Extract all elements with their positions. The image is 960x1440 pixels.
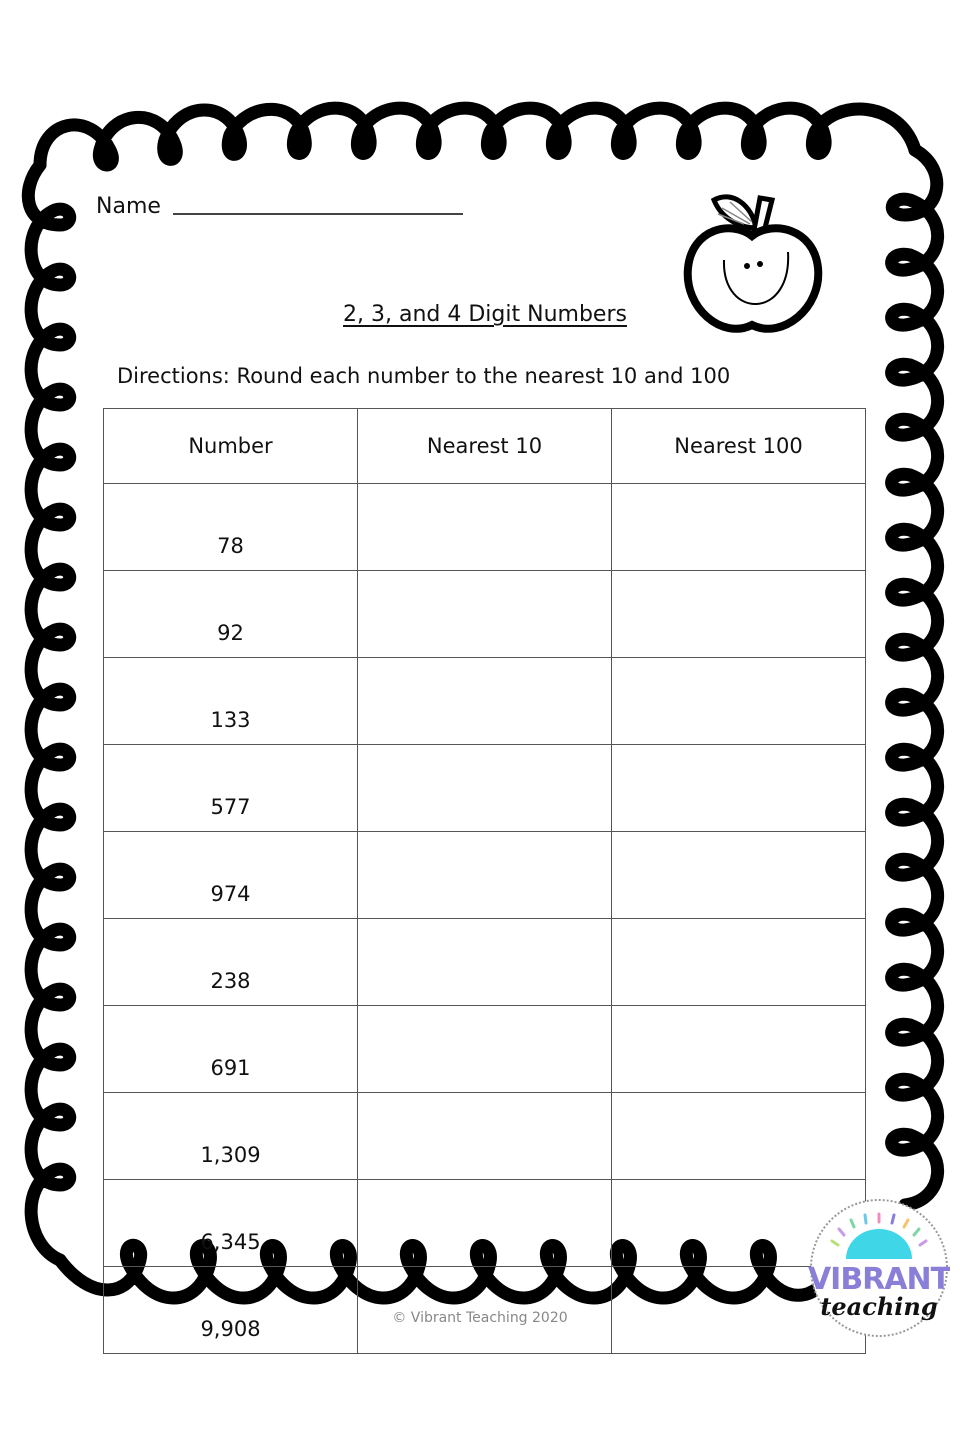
logo-teaching-text: teaching	[820, 1292, 938, 1321]
table-header-row	[104, 409, 866, 484]
directions-text: Directions: Round each number to the nearest 10 and 100	[117, 364, 731, 388]
number-cell: 78	[104, 484, 358, 571]
name-field-row	[96, 194, 463, 219]
table-row	[104, 1006, 866, 1093]
table-row	[104, 484, 866, 571]
nearest-100-answer[interactable]	[612, 658, 866, 745]
number-cell: 577	[104, 745, 358, 832]
nearest-10-answer[interactable]	[358, 658, 612, 745]
number-cell: 133	[104, 658, 358, 745]
number-cell: 1,309	[104, 1093, 358, 1180]
table-row	[104, 658, 866, 745]
header-number: Number	[104, 409, 358, 484]
nearest-100-answer[interactable]	[612, 745, 866, 832]
vibrant-teaching-logo	[808, 1197, 950, 1339]
table-row	[104, 1180, 866, 1267]
nearest-10-answer[interactable]	[358, 1093, 612, 1180]
number-cell: 238	[104, 919, 358, 1006]
nearest-100-answer[interactable]	[612, 832, 866, 919]
number-cell: 691	[104, 1006, 358, 1093]
number-cell: 974	[104, 832, 358, 919]
table-row	[104, 745, 866, 832]
nearest-10-answer[interactable]	[358, 745, 612, 832]
name-line[interactable]	[173, 213, 463, 215]
table-row	[104, 1093, 866, 1180]
nearest-100-answer[interactable]	[612, 484, 866, 571]
worksheet-title: 2, 3, and 4 Digit Numbers	[343, 302, 627, 327]
number-cell: 9,908	[104, 1267, 358, 1354]
nearest-10-answer[interactable]	[358, 484, 612, 571]
nearest-100-answer[interactable]	[612, 1006, 866, 1093]
table-row	[104, 919, 866, 1006]
number-cell: 92	[104, 571, 358, 658]
nearest-10-answer[interactable]	[358, 832, 612, 919]
nearest-10-answer[interactable]	[358, 1180, 612, 1267]
table-row	[104, 571, 866, 658]
nearest-100-answer[interactable]	[612, 919, 866, 1006]
header-nearest-100: Nearest 100	[612, 409, 866, 484]
copyright-footer: © Vibrant Teaching 2020	[392, 1310, 568, 1326]
number-cell: 6,345	[104, 1180, 358, 1267]
nearest-10-answer[interactable]	[358, 571, 612, 658]
rounding-table	[103, 408, 866, 1354]
nearest-10-answer[interactable]	[358, 919, 612, 1006]
table-row	[104, 832, 866, 919]
nearest-100-answer[interactable]	[612, 1093, 866, 1180]
nearest-100-answer[interactable]	[612, 571, 866, 658]
name-label: Name	[96, 194, 161, 219]
logo-vibrant-text: VIBRANT	[808, 1262, 950, 1297]
header-nearest-10: Nearest 10	[358, 409, 612, 484]
nearest-10-answer[interactable]	[358, 1006, 612, 1093]
